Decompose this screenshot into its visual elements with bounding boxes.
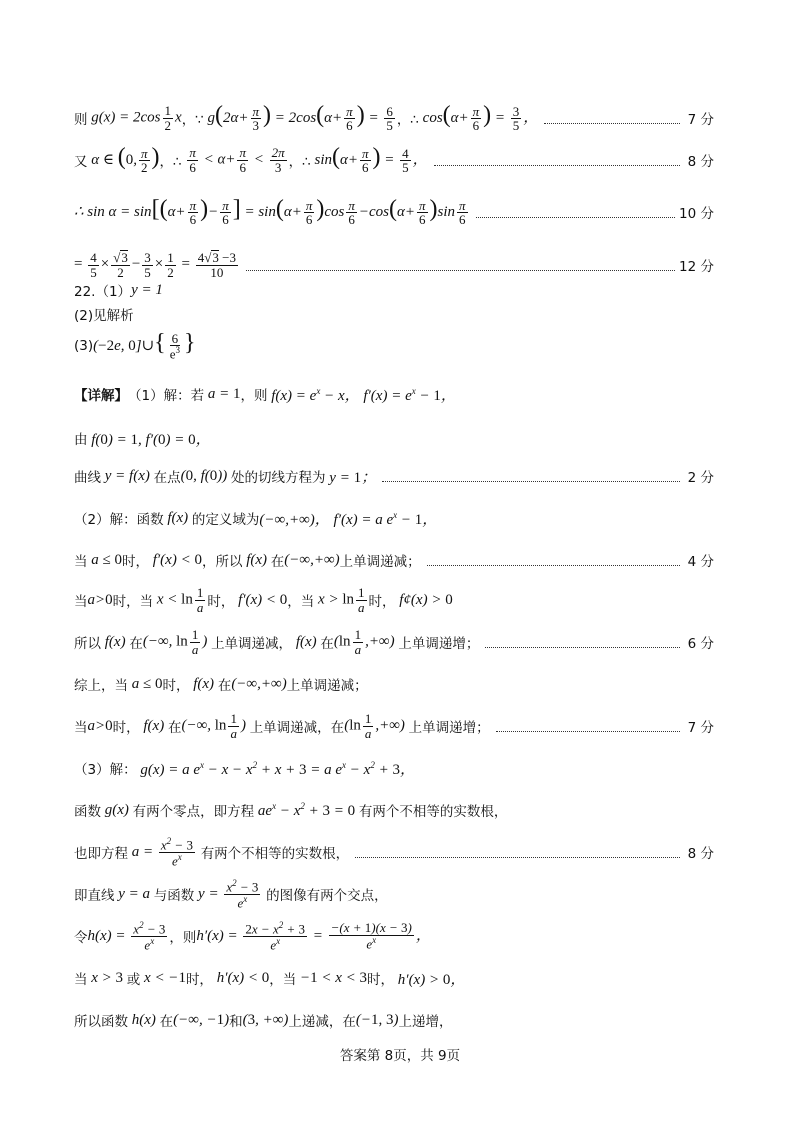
leader-dots xyxy=(355,857,680,858)
line-8: 【详解】 （1）解：若 a = 1 ，则 $f(x) = e^x - x$， $f'(x) = e^x - 1$， xyxy=(74,385,456,404)
line-16: 当 a>0 时， f(x) 在 (−∞, ln $\frac{1}{a}$ ) 上单调递减，在 (ln $\frac{1}{a}$ ,+∞) 上单调递增； 7 分 xyxy=(74,710,714,741)
line-14: 所以 f(x) 在 (−∞, ln $\frac{1}{a}$ ) 上单调递减， f(x) 在 (ln $\frac{1}{a}$ ,+∞) 上单调递增； 6 分 xyxy=(74,626,714,657)
line-17: （3）解： g(x) = a $e^x - x - x^2 + x + 3 = a$ $e^x - x^2 + 3$， xyxy=(74,759,415,778)
score-label: 6 分 xyxy=(687,636,714,652)
score-label: 7 分 xyxy=(687,112,714,128)
line-1: 则 g(x) = 2cos $\frac{1}{2}$ x ，∵ g(2α+ $\frac{\pi}{3}$ ) = 2cos(α+ $\frac{\pi}{6}$ ) = $\frac{6}{5}$ ，∴ cos(α+ $\frac{\pi}{6}$ ) = $\frac{3}{5}$ ， 7 分 xyxy=(74,102,714,134)
line-7: (3) (−2e, 0]∪{ $\frac{6}{e^3}$ } xyxy=(74,329,196,362)
leader-dots xyxy=(434,165,680,166)
leader-dots xyxy=(382,481,680,482)
formula-inequality: $\frac{\pi}{6}$ < α+ $\frac{\pi}{6}$ < $\frac{2\pi}{3}$ xyxy=(189,144,285,175)
line-15: 综上，当 a ≤ 0 时， f(x) 在 (−∞,+∞) 上单调递减； xyxy=(74,675,368,694)
line-6: (2)见解析 xyxy=(74,308,134,324)
line-12: 当 a ≤ 0 时， f′(x) < 0 ，所以 f(x) 在 (−∞,+∞) 上单调递减； 4 分 xyxy=(74,551,714,570)
line-9: 由 f(0) = 1, f′(0) = 0， xyxy=(74,431,211,448)
leader-dots xyxy=(246,270,675,271)
page-footer: 答案第 8页，共 9页 xyxy=(339,1048,461,1064)
score-label: 12 分 xyxy=(679,259,714,275)
line-18: 函数 g(x) 有两个零点，即方程 $ae^x - x^2 + 3 = 0$ 有两个不相等的实数根， xyxy=(74,800,508,820)
line-21: 令 h(x) = $\frac{x^2 - 3}{e^x}$ ，则 h′(x) = $\frac{2x - x^2 + 3}{e^x}$ = $\frac{-(x + 1)(x - 3)}{e^x}$ ， xyxy=(74,919,431,952)
line-2: 又 α ∈ (0, $\frac{\pi}{2}$ ) ，∴ $\frac{\pi}{6}$ < α+ $\frac{\pi}{6}$ < $\frac{2\pi}{3}$ ，∴ sin(α+ $\frac{\pi}{6}$ ) = $\frac{4}{5}$ ， 8 分 xyxy=(74,144,714,176)
formula-result: = $\frac{4}{5}$ × $\frac{√3}{2}$ − $\frac{3}{5}$ × $\frac{1}{2}$ = $\frac{4√3 -3}{10}$ xyxy=(74,249,236,280)
formula-g: g(x) = 2cos $\frac{1}{2}$ x xyxy=(87,102,182,133)
formula-g-value: g(2α+ $\frac{\pi}{3}$ ) = 2cos(α+ $\frac{\pi}{6}$ ) = $\frac{6}{5}$ xyxy=(203,102,393,134)
formula-range: (−2e, 0]∪{ $\frac{6}{e^3}$ } xyxy=(93,329,196,362)
score-label: 8 分 xyxy=(687,154,714,170)
line-23: 所以函数 h(x) 在 (−∞, −1) 和 (3, +∞) 上递减，在 (−1, 3) 上递增， xyxy=(74,1011,453,1030)
line-10: 曲线 y = f(x) 在点 (0, f(0)) 处的切线方程为 y = 1； 2 分 xyxy=(74,467,714,486)
line-19: 也即方程 a = $\frac{x^2 - 3}{e^x}$ 有两个不相等的实数根， 8 分 xyxy=(74,835,714,868)
score-label: 2 分 xyxy=(687,470,714,486)
leader-dots xyxy=(496,731,680,732)
line-3 xyxy=(74,192,714,232)
leader-dots xyxy=(544,123,680,124)
line-22: 当 x > 3 或 x < −1 时， h′(x) < 0 ，当 −1 < x < 3 时， h′(x) > 0， xyxy=(74,969,466,988)
leader-dots xyxy=(485,647,680,648)
score-label: 4 分 xyxy=(687,554,714,570)
line-13: 当 a>0 时，当 x < ln $\frac{1}{a}$ 时， f′(x) < 0 ，当 x > ln $\frac{1}{a}$ 时， f¢(x) > 0 xyxy=(74,584,453,615)
formula-sin-alpha: ∴ sin α = sin[(α+ $\frac{\pi}{6}$ )− $\frac{\pi}{6}$ ] = sin(α+ $\frac{\pi}{6}$ )cos $\frac{\pi}{6}$ −cos(α+ $\frac{\pi}{6}$ )sin $\frac{\pi}{6}$ xyxy=(74,196,466,228)
line-11: （2）解：函数 f(x) 的定义域为 (−∞,+∞)， f′(x) = a $e^x - 1$， xyxy=(74,509,438,528)
line-5: 22.（1） y = 1 xyxy=(74,281,163,300)
leader-dots xyxy=(427,565,680,566)
score-label: 10 分 xyxy=(679,206,714,222)
line-20: 即直线 y = a 与函数 y = $\frac{x^2 - 3}{e^x}$ 的图像有两个交点， xyxy=(74,877,388,910)
formula-sin: sin(α+ $\frac{\pi}{6}$ ) = $\frac{4}{5}$ ， xyxy=(310,144,428,176)
formula-alpha-range: α ∈ (0, $\frac{\pi}{2}$ ) xyxy=(87,144,160,176)
leader-dots xyxy=(476,217,675,218)
score-label: 8 分 xyxy=(687,846,714,862)
score-label: 7 分 xyxy=(687,720,714,736)
formula-cos: cos(α+ $\frac{\pi}{6}$ ) = $\frac{3}{5}$ ， xyxy=(418,102,539,134)
